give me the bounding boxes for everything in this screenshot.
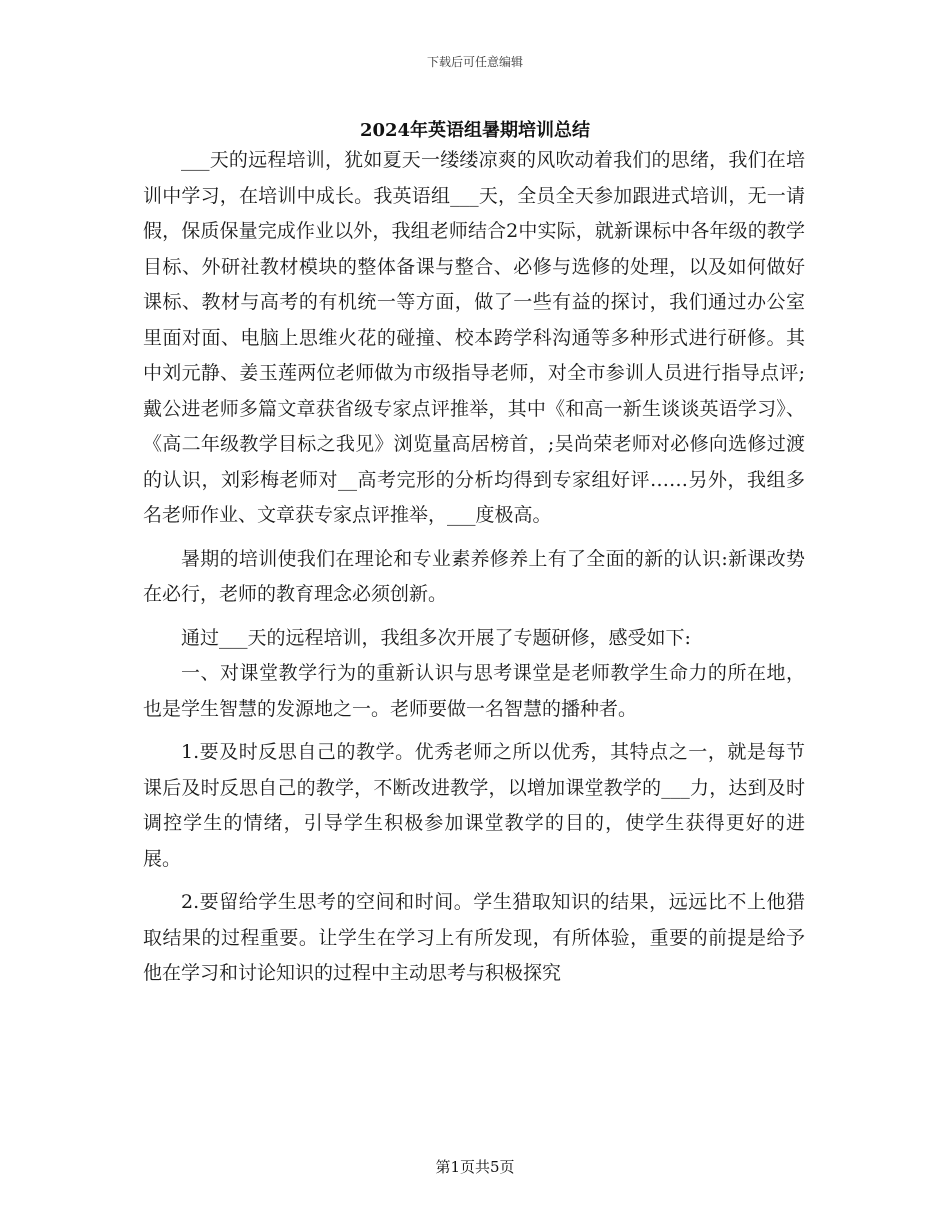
header-note: 下载后可任意编辑 <box>426 55 523 69</box>
paragraph-4: 一、对课堂教学行为的重新认识与思考课堂是老师教学生命力的所在地，也是学生智慧的发源地之一。老师要做一名智慧的播种者。 <box>143 662 805 720</box>
paragraph-1: ___天的远程培训，犹如夏天一缕缕凉爽的风吹动着我们的思绪，我们在培训中学习，在培训中成长。我英语组___天，全员全天参加跟进式培训，无一请假，保质保量完成作业以外，我组老师结合2中实际，就新课标中各年级的教学目标、外研社教材模块的整体备课与整合、必修与选修的处理，以及如何做好课标、教材与高考的有机统一等方面，做了一些有益的探讨，我们通过办公室里面对面、电脑上思维火花的碰撞、校本跨学科沟通等多种形式进行研修。其中刘元静、姜玉莲两位老师做为市级指导老师，对全市参训人员进行指导点评;戴公进老师多篇文章获省级专家点评推举，其中《和高一新生谈谈英语学习》、《高二年级教学目标之我见》浏览量高居榜首，;吴尚荣老师对必修向选修过渡的认识，刘彩梅老师对__高考完形的分析均得到专家组好评……另外，我组多名老师作业、文章获专家点评推举，___度极高。 <box>143 149 805 526</box>
paragraph-2: 暑期的培训使我们在理论和专业素养修养上有了全面的新的认识:新课改势在必行，老师的教育理念必须创新。 <box>143 547 805 605</box>
paragraph-6: 2.要留给学生思考的空间和时间。学生猎取知识的结果，远远比不上他猎取结果的过程重要。让学生在学习上有所发现，有所体验，重要的前提是给予他在学习和讨论知识的过程中主动思考与积极探究 <box>143 891 805 984</box>
document-body <box>143 143 805 992</box>
paragraph-5: 1.要及时反思自己的教学。优秀老师之所以优秀，其特点之一，就是每节课后及时反思自己的教学，不断改进教学，以增加课堂教学的___力，达到及时调控学生的情绪，引导学生积极参加课堂教学的目的，使学生获得更好的进展。 <box>143 741 805 870</box>
paragraph-3: 通过___天的远程培训，我组多次开展了专题研修，感受如下: <box>181 626 691 649</box>
document-title: 2024年英语组暑期培训总结 <box>359 120 591 141</box>
page-number: 第1页共5页 <box>435 1158 515 1176</box>
